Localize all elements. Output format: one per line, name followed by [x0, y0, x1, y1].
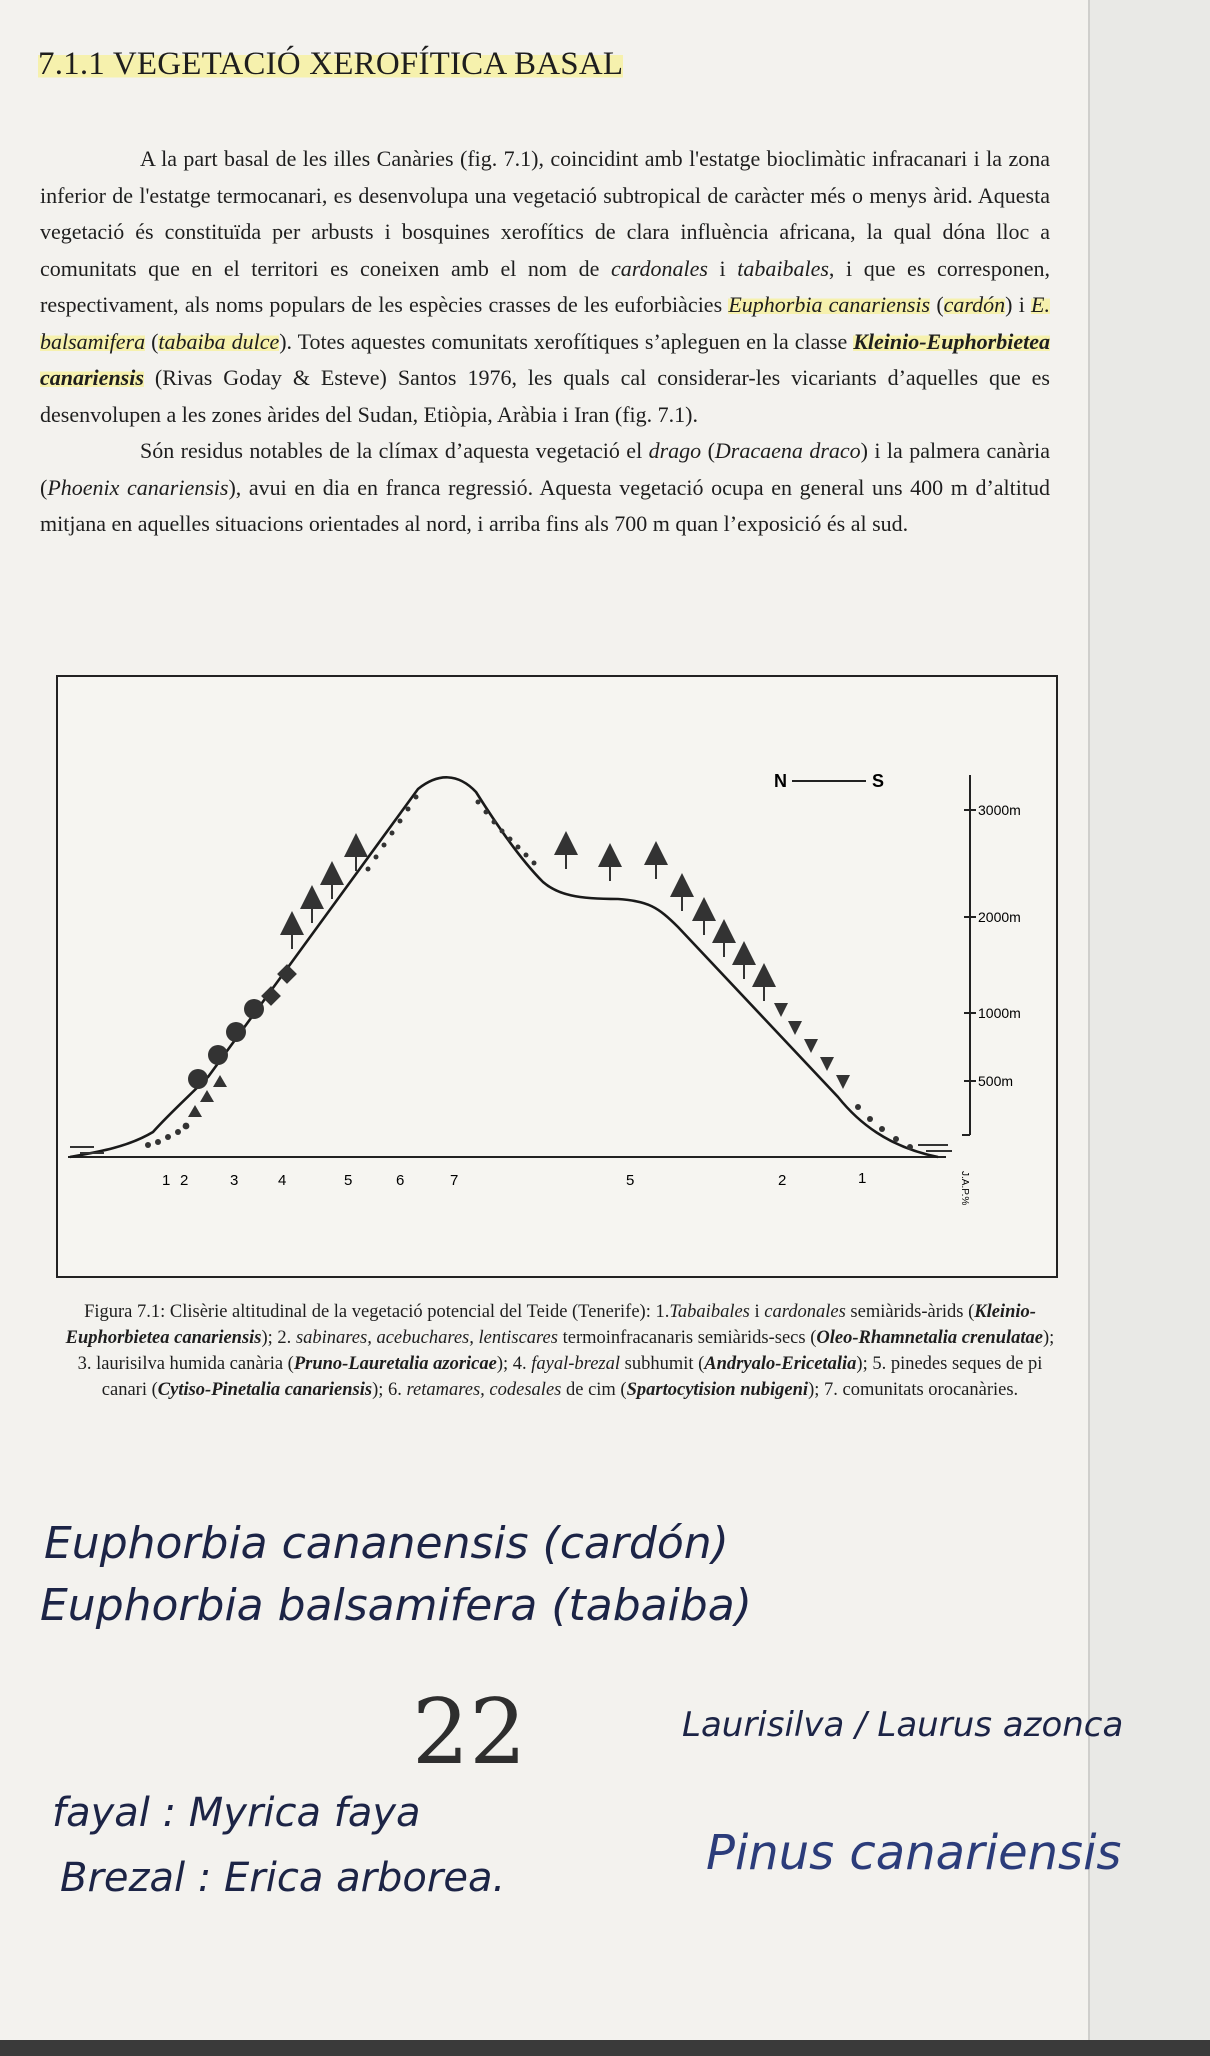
caption-term: sabinares, acebuchares, lentiscares	[295, 1328, 558, 1348]
alt-label-500: 500m	[978, 1073, 1014, 1089]
fayal-brezal-symbols	[261, 964, 297, 1006]
caption-text: termoinfracanaris semiàrids-secs (	[557, 1328, 817, 1348]
caption-text: ); 6.	[372, 1380, 407, 1400]
direction-north: N	[774, 771, 787, 791]
page-edge	[1088, 0, 1090, 2056]
summit-shrub-symbols	[366, 795, 537, 872]
zone-number: 1	[162, 1172, 171, 1189]
shrub-symbols-right	[855, 1104, 913, 1150]
paragraph-1	[40, 141, 1050, 433]
figure-7-1	[56, 675, 1058, 1278]
p1-term: cardonales	[610, 255, 708, 281]
p1-text: , i que es corresponen, respectivament, als noms populars de les espècies crasses de les euforbiàcies	[40, 255, 1050, 317]
figure-credit: J.A.P.%	[959, 1171, 970, 1206]
handwritten-note-fayal: fayal : Myrica faya	[52, 1790, 421, 1836]
handwritten-note-tabaiba: Euphorbia balsamifera (tabaiba)	[40, 1580, 752, 1631]
caption-term: retamares, codesales	[406, 1380, 562, 1400]
caption-text: de cim (	[561, 1380, 627, 1400]
p2-text: Són residus notables de la clímax d’aquesta vegetació el	[140, 438, 649, 463]
paragraph-2	[40, 433, 1050, 543]
laurisilva-symbols	[188, 999, 264, 1089]
p1-text: ). Totes aquestes comunitats xerofítiques s’apleguen en la classe	[279, 328, 854, 354]
alt-label-3000: 3000m	[978, 802, 1021, 818]
p1-term: cardón	[943, 292, 1006, 317]
caption-syntaxon: Andryalo-Ericetalia	[704, 1354, 857, 1374]
mountain-profile	[70, 777, 938, 1157]
alt-label-1000: 1000m	[978, 1005, 1021, 1021]
caption-text: ); 5. pinedes seques de pi canari (	[101, 1354, 1043, 1400]
figure-caption	[60, 1299, 1060, 1403]
zone-number: 1	[858, 1170, 867, 1187]
sabinar-symbols-right	[774, 1003, 850, 1089]
p2-text: ) i la palmera canària (	[40, 438, 1050, 500]
p1-text: i	[707, 255, 738, 281]
caption-text: semiàrids-àrids (	[845, 1302, 975, 1322]
shrub-symbols-left	[145, 1075, 227, 1148]
p2-term: drago	[648, 438, 702, 463]
caption-text: ); 3. laurisilva humida canària (	[77, 1328, 1055, 1374]
alt-label-2000: 2000m	[978, 909, 1021, 925]
handwritten-note-pinus: Pinus canariensis	[706, 1825, 1122, 1881]
p1-text: (	[930, 292, 944, 317]
body-text	[40, 141, 1050, 543]
p1-text: A la part basal de les illes Canàries (fig. 7.1), coincidint amb l'estatge bioclimàtic infracanari i la zona inferior de l'estatge termocanari, es desenvolupa una vegetació subtropical de caràcter més o menys àrid. Aquesta vegetació és constituïda per arbusts i bosquines xerofítics de clara influència africana, la qual dóna lloc a comunitats que en el territori es coneixen amb el nom de	[40, 146, 1050, 281]
caption-syntaxon: Kleinio-Euphorbietea canariensis	[65, 1302, 1036, 1348]
caption-syntaxon: Cytiso-Pinetalia canariensis	[157, 1380, 373, 1400]
caption-term: cardonales	[764, 1302, 846, 1322]
caption-term: Tabaibales	[669, 1302, 750, 1322]
zone-number: 2	[180, 1172, 189, 1189]
zone-number: 5	[344, 1172, 353, 1189]
handwritten-note-cardon: Euphorbia cananensis (cardón)	[44, 1518, 729, 1569]
caption-text: Figura 7.1: Clisèrie altitudinal de la vegetació potencial del Teide (Tenerife): 1.	[84, 1302, 670, 1322]
caption-syntaxon: Pruno-Lauretalia azoricae	[293, 1354, 497, 1374]
p2-text: (	[701, 438, 715, 463]
direction-south: S	[872, 771, 885, 791]
handwritten-page-number: 22	[412, 1680, 527, 1785]
p2-text: ), avui en dia en franca regressió. Aquesta vegetació ocupa en general uns 400 m d’altitud mitjana en aquelles situacions orientades al nord, i arriba fins als 700 m quan l’exposició és al sud.	[40, 474, 1050, 536]
caption-text: i	[749, 1302, 765, 1322]
p2-species: Phoenix canariensis	[47, 474, 229, 500]
p1-text: ) i	[1005, 292, 1032, 317]
scan-bottom-edge	[0, 2040, 1210, 2056]
pine-symbols-left	[280, 833, 368, 949]
zone-number: 7	[450, 1172, 459, 1189]
p1-text: (Rivas Goday & Esteve) Santos 1976, les quals cal considerar-les vicariants d’aquelles que es desenvolupen a les zones àrides del Sudan, Etiòpia, Aràbia i Iran (fig. 7.1).	[40, 365, 1050, 427]
zone-number: 4	[278, 1172, 287, 1189]
caption-text: subhumit (	[620, 1354, 705, 1374]
caption-term: fayal-brezal	[531, 1354, 620, 1374]
p2-species: Dracaena draco	[714, 438, 861, 463]
caption-text: ); 2.	[261, 1328, 296, 1348]
zone-number: 3	[230, 1172, 239, 1189]
handwritten-note-laurisilva: Laurisilva / Laurus azonca	[682, 1705, 1124, 1745]
adjacent-page-strip	[1090, 0, 1210, 2056]
caption-text: ); 4.	[496, 1354, 532, 1374]
coast-hatching	[70, 1145, 952, 1153]
p1-text: (	[145, 328, 159, 354]
p1-species: E. balsamifera	[40, 292, 1050, 354]
caption-syntaxon: Oleo-Rhamnetalia crenulatae	[816, 1328, 1043, 1348]
zone-number: 2	[778, 1172, 787, 1189]
p1-term: tabaiba dulce	[158, 328, 280, 354]
section-title-text: 7.1.1 VEGETACIÓ XEROFÍTICA BASAL	[38, 46, 624, 82]
caption-text: ); 7. comunitats orocanàries.	[808, 1380, 1019, 1400]
p1-term: tabaibales	[737, 255, 829, 281]
section-title	[38, 46, 623, 83]
p1-species: Euphorbia canariensis	[728, 292, 931, 317]
zone-number: 5	[626, 1172, 635, 1189]
caption-syntaxon: Spartocytision nubigeni	[626, 1380, 809, 1400]
vegetation-profile-diagram	[58, 677, 1056, 1276]
p1-class-name: Kleinio-Euphorbietea canariensis	[40, 328, 1050, 390]
zone-number: 6	[396, 1172, 405, 1189]
handwritten-note-brezal: Brezal : Erica arborea.	[60, 1855, 506, 1901]
